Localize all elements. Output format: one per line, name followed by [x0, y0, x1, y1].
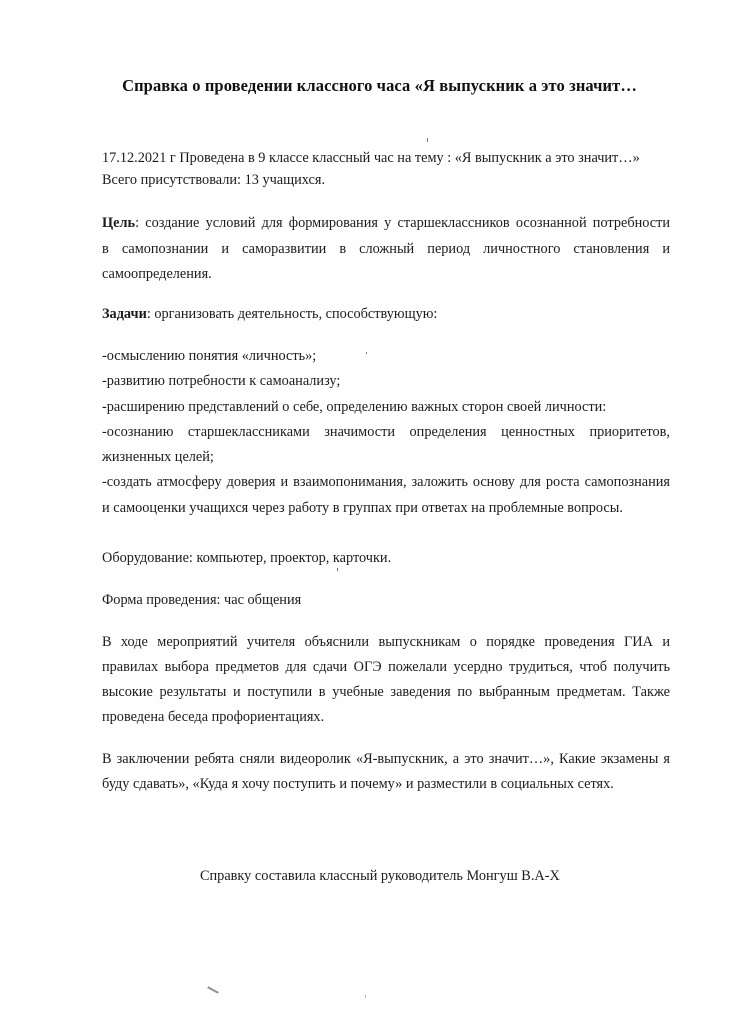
goal-line-3: самоопределения.: [102, 266, 212, 282]
goal-line-1: [102, 214, 670, 232]
goal-text: : создание условий для формирования у старшеклассников осознанной потребности: [135, 215, 670, 231]
task-item-continuation: и самооценки учащихся через работу в группах при ответах на проблемные вопросы.: [102, 500, 623, 516]
goal-label: Цель: [102, 215, 136, 231]
signature-line: Справку составила классный руководитель Монгуш В.А-Х: [200, 868, 560, 884]
conclusion-line: В заключении ребята сняли видеоролик «Я-выпускник, а это значит…», Какие экзамены я: [102, 751, 670, 767]
task-item: -создать атмосферу доверия и взаимопонимания, заложить основу для роста самопознания: [102, 474, 670, 490]
scan-mark: [207, 986, 219, 993]
form-line: Форма проведения: час общения: [102, 592, 302, 608]
task-item: -расширению представлений о себе, определению важных сторон своей личности:: [102, 399, 607, 415]
scan-speck: [337, 568, 338, 571]
intro-attendance-line: Всего присутствовали: 13 учащихся.: [102, 172, 326, 188]
course-line: проведена беседа профориентациях.: [102, 709, 325, 725]
task-item: -осмыслению понятия «личность»;: [102, 348, 317, 364]
equipment-line: Оборудование: компьютер, проектор, карточки.: [102, 550, 392, 566]
goal-line-2: в самопознании и саморазвитии в сложный период личностного становления и: [102, 241, 670, 257]
conclusion-line: буду сдавать», «Куда я хочу поступить и почему» и разместили в социальных сетях.: [102, 776, 614, 792]
task-item-continuation: жизненных целей;: [102, 449, 214, 465]
tasks-intro-text: : организовать деятельность, способствующую:: [146, 306, 438, 322]
task-item: -осознанию старшеклассниками значимости определения ценностных приоритетов,: [102, 424, 670, 440]
course-line: правилах выбора предметов для сдачи ОГЭ пожелали усердно трудиться, чтоб получить: [102, 659, 670, 675]
scan-speck: [365, 995, 366, 998]
tasks-intro: [102, 305, 670, 323]
course-line: высокие результаты и поступили в учебные заведения по выбранным предметам. Также: [102, 684, 670, 700]
scan-speck: [427, 138, 428, 142]
document-title: Справка о проведении классного часа «Я выпускник а это значит…: [122, 76, 637, 95]
scan-speck: [366, 352, 367, 354]
task-item: -развитию потребности к самоанализу;: [102, 373, 341, 389]
intro-date-line: 17.12.2021 г Проведена в 9 классе классный час на тему : «Я выпускник а это значит…»: [102, 150, 640, 166]
tasks-label: Задачи: [102, 306, 147, 322]
course-line: В ходе мероприятий учителя объяснили выпускникам о порядке проведения ГИА и: [102, 634, 670, 650]
